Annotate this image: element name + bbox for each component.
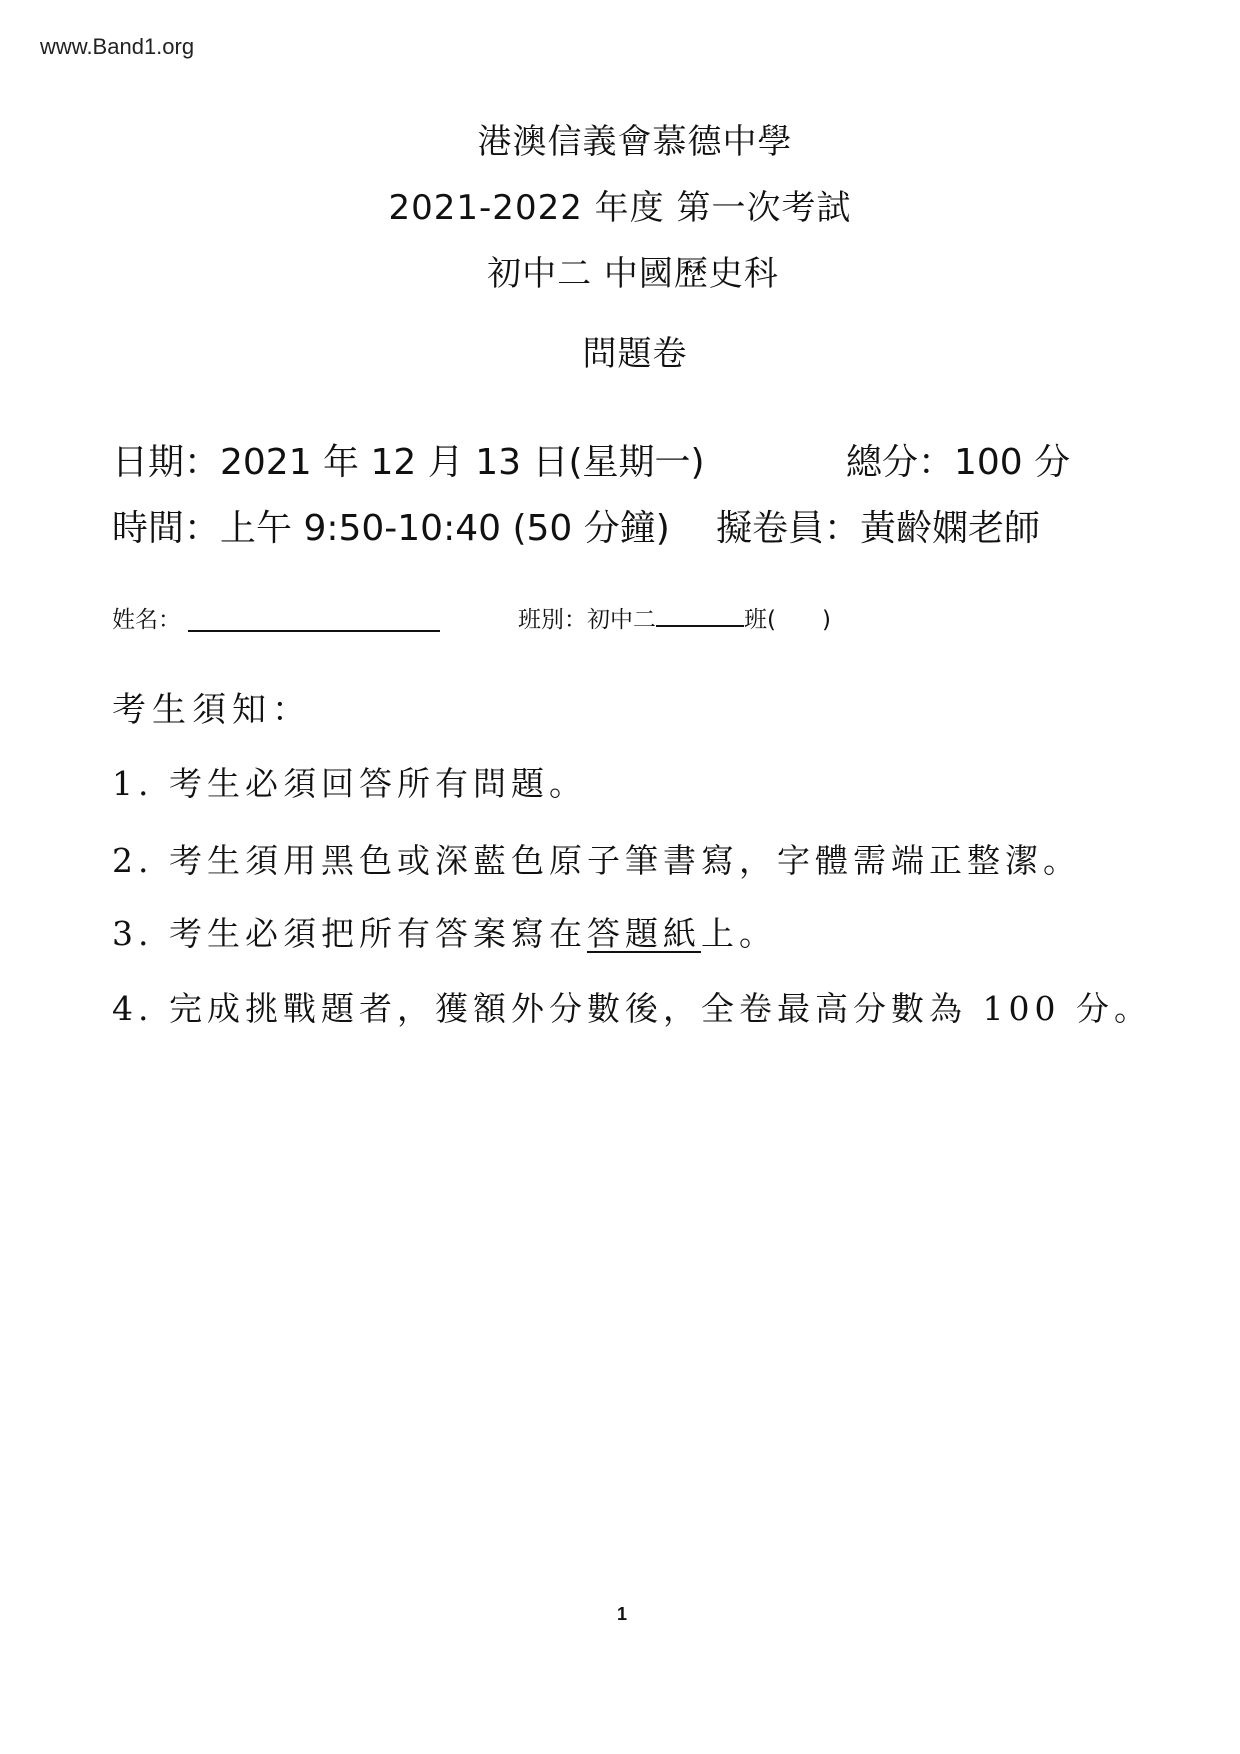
website-watermark: www.Band1.org [40,34,195,59]
exam-time: 時間：上午 9:50-10:40 (50 分鐘) [112,508,670,549]
rule-item-end: 上。 [700,914,777,953]
rule-item-text: 3. 考生必須把所有答案寫在 [112,914,587,953]
rule-item [112,908,777,955]
class-field-suffix: 班( [744,607,776,633]
paper-type: 問題卷 [582,334,688,374]
class-field-close: ) [821,607,831,633]
paper-setter: 擬卷員：黃齡嫻老師 [716,508,1041,549]
exam-title: 2021-2022 年度 第一次考試 [388,188,852,228]
exam-date: 日期：2021 年 12 月 13 日(星期一) [112,442,705,483]
subject-title: 初中二 中國歷史科 [487,254,779,294]
class-field [518,601,831,634]
name-field-label: 姓名： [112,607,181,633]
name-field-line[interactable] [188,630,440,632]
class-field-label: 班別：初中二 [518,607,656,633]
rule-item: 1. 考生必須回答所有問題。 [112,764,587,803]
school-name: 港澳信義會慕德中學 [477,122,793,162]
answer-sheet-emphasis: 答題紙 [586,914,701,953]
page-number: 1 [616,1604,627,1624]
total-marks: 總分：100 分 [846,442,1071,483]
notice-title: 考生須知： [112,690,312,730]
rule-item: 2. 考生須用黑色或深藍色原子筆書寫，字體需端正整潔。 [112,841,1081,880]
rule-item: 4. 完成挑戰題者，獲額外分數後，全卷最高分數為 100 分。 [112,989,1152,1028]
class-blank-line[interactable] [656,605,744,627]
